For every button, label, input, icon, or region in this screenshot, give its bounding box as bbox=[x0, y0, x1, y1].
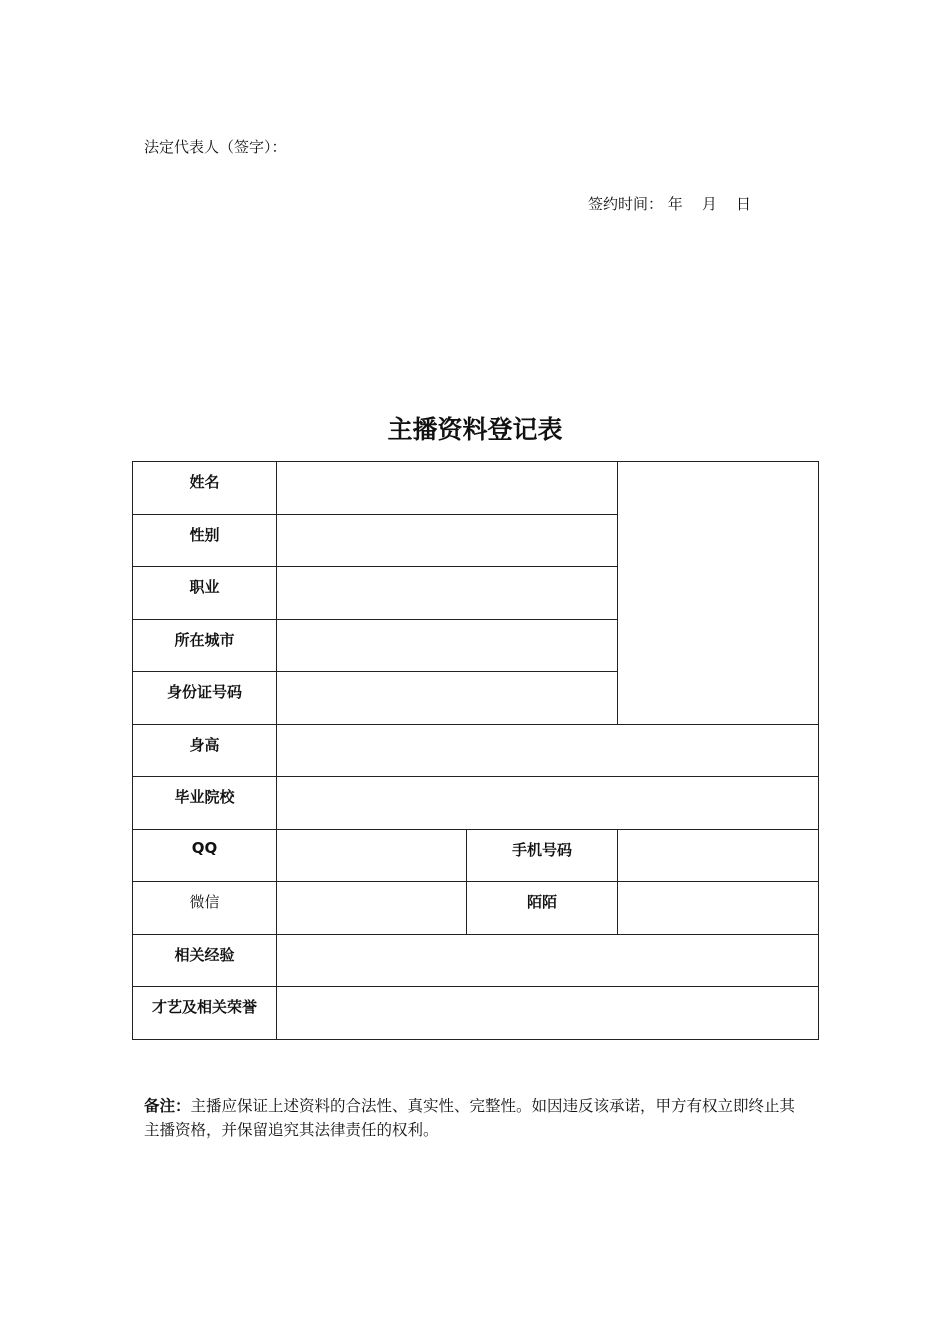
name-field[interactable] bbox=[277, 462, 618, 515]
day-label: 日 bbox=[735, 195, 751, 213]
talents-field[interactable] bbox=[277, 987, 819, 1040]
gender-label: 性别 bbox=[133, 514, 277, 567]
registration-form-table bbox=[132, 461, 819, 1040]
note-text: 主播应保证上述资料的合法性、真实性、完整性。如因违反该承诺，甲方有权立即终止其主播资格，并保留追究其法律责任的权利。 bbox=[144, 1097, 796, 1139]
talents-label: 才艺及相关荣誉 bbox=[133, 987, 277, 1040]
height-field[interactable] bbox=[277, 724, 819, 777]
note-label: 备注： bbox=[144, 1097, 191, 1115]
signing-date-line bbox=[588, 193, 751, 214]
signing-date-label: 签约时间： bbox=[588, 195, 664, 213]
form-title: 主播资料登记表 bbox=[387, 415, 563, 444]
momo-label: 陌陌 bbox=[467, 882, 618, 935]
school-label: 毕业院校 bbox=[133, 777, 277, 830]
qq-field[interactable] bbox=[277, 829, 467, 882]
occupation-label: 职业 bbox=[133, 567, 277, 620]
experience-label: 相关经验 bbox=[133, 934, 277, 987]
phone-field[interactable] bbox=[618, 829, 819, 882]
name-label: 姓名 bbox=[133, 462, 277, 515]
legal-representative-signature-label: 法定代表人（签字）： bbox=[144, 138, 287, 156]
note-paragraph bbox=[144, 1094, 804, 1142]
year-label: 年 bbox=[667, 195, 683, 213]
wechat-field[interactable] bbox=[277, 882, 467, 935]
occupation-field[interactable] bbox=[277, 567, 618, 620]
gender-field[interactable] bbox=[277, 514, 618, 567]
height-label: 身高 bbox=[133, 724, 277, 777]
city-field[interactable] bbox=[277, 619, 618, 672]
phone-label: 手机号码 bbox=[467, 829, 618, 882]
experience-field[interactable] bbox=[277, 934, 819, 987]
qq-label: QQ bbox=[133, 829, 277, 882]
id-number-label: 身份证号码 bbox=[133, 672, 277, 725]
wechat-label: 微信 bbox=[133, 882, 277, 935]
month-label: 月 bbox=[701, 195, 717, 213]
school-field[interactable] bbox=[277, 777, 819, 830]
city-label: 所在城市 bbox=[133, 619, 277, 672]
photo-area[interactable] bbox=[618, 462, 819, 725]
momo-field[interactable] bbox=[618, 882, 819, 935]
id-number-field[interactable] bbox=[277, 672, 618, 725]
